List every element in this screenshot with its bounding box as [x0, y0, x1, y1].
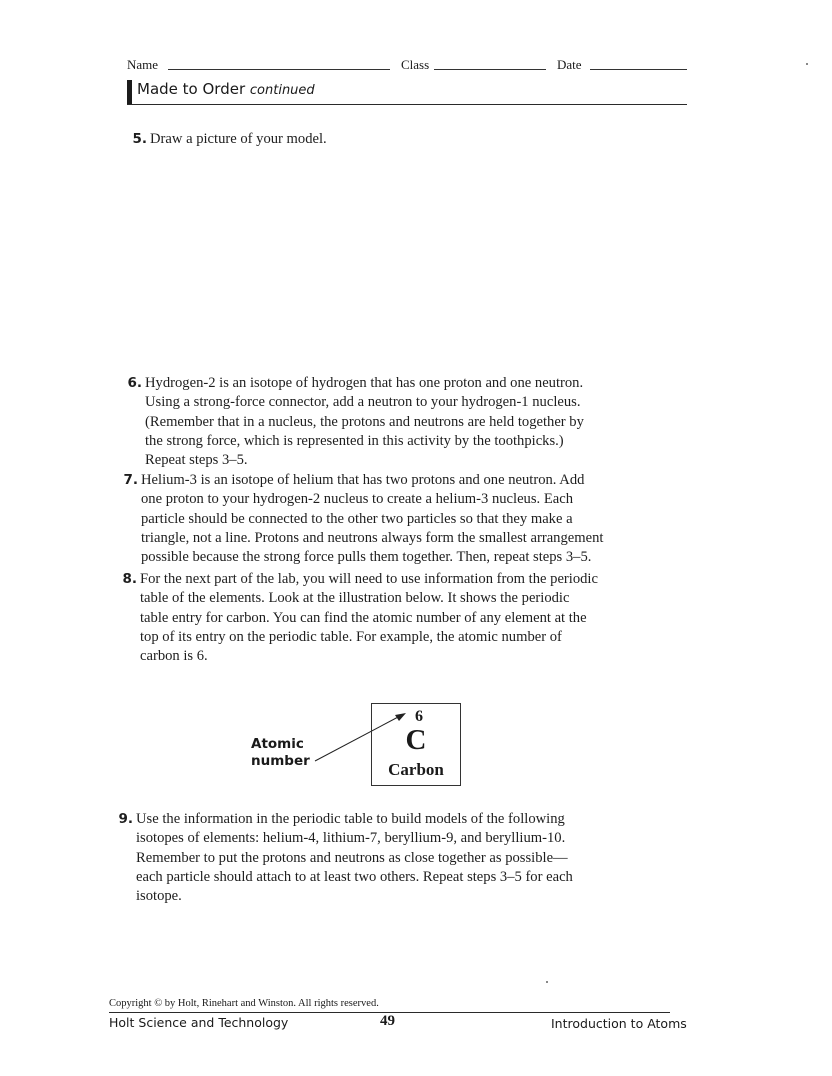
item-line: For the next part of the lab, you will need to use information from the periodic [140, 571, 598, 587]
item-line: one proton to your hydrogen-2 nucleus to create a helium-3 nucleus. Each [141, 491, 573, 508]
title-suffix: continued [249, 83, 315, 98]
chapter-title: Introduction to Atoms [551, 1016, 687, 1031]
item-line: top of its entry on the periodic table. For example, the atomic number of [140, 628, 562, 645]
item-line: Hydrogen-2 is an isotope of hydrogen that has one proton and one neutron. [145, 375, 584, 391]
label-line: Atomic [251, 736, 304, 752]
item-line: possible because the strong force pulls them together. Then, repeat steps 3–5. [141, 549, 592, 566]
item-6 [127, 374, 584, 470]
class-field[interactable] [434, 69, 546, 70]
scan-speck [546, 981, 548, 983]
element-name: Carbon [388, 760, 444, 779]
date-label: Date [557, 57, 582, 72]
item-line: (Remember that in a nucleus, the protons and neutrons are held together by [145, 413, 584, 430]
item-7 [123, 471, 604, 567]
item-line: carbon is 6. [140, 648, 208, 665]
date-field[interactable] [590, 69, 687, 70]
item-number: 5. [132, 131, 147, 147]
item-line: Remember to put the protons and neutrons as close together as possible— [136, 849, 568, 866]
copyright-text: Copyright © by Holt, Rinehart and Winston. All rights reserved. [109, 998, 379, 1009]
element-card [371, 703, 461, 786]
title-main: Made to Order [137, 80, 246, 98]
item-line: Using a strong-force connector, add a neutron to your hydrogen-1 nucleus. [145, 394, 581, 411]
title-marker [127, 80, 132, 104]
atomic-number: 6 [415, 708, 423, 725]
page-title [137, 80, 315, 98]
item-5 [132, 130, 327, 149]
book-title: Holt Science and Technology [109, 1015, 289, 1030]
item-line: table entry for carbon. You can find the atomic number of any element at the [140, 609, 587, 626]
item-line: table of the elements. Look at the illustration below. It shows the periodic [140, 590, 570, 607]
item-number: 6. [127, 375, 142, 391]
item-number: 8. [122, 571, 137, 587]
drawing-area[interactable] [127, 155, 687, 355]
page-number: 49 [380, 1013, 395, 1029]
title-rule [127, 104, 687, 105]
class-label: Class [401, 57, 430, 72]
item-line: particle should be connected to the other two particles so that they make a [141, 510, 573, 527]
item-9 [118, 810, 573, 906]
scan-speck [806, 63, 808, 65]
item-number: 7. [123, 472, 138, 488]
item-line: Repeat steps 3–5. [145, 452, 248, 469]
item-line: Helium-3 is an isotope of helium that has two protons and one neutron. Add [141, 472, 585, 488]
item-line: triangle, not a line. Protons and neutrons always form the smallest arrangement [141, 529, 604, 546]
item-number: 9. [118, 811, 133, 827]
name-label: Name [127, 57, 159, 72]
atomic-number-label [251, 736, 310, 770]
label-line: number [251, 753, 310, 769]
item-8 [122, 570, 598, 666]
item-text: Draw a picture of your model. [150, 131, 327, 147]
item-line: the strong force, which is represented in this activity by the toothpicks.) [145, 432, 564, 449]
item-line: Use the information in the periodic table to build models of the following [136, 811, 565, 827]
item-line: isotope. [136, 888, 182, 905]
element-symbol: C [405, 724, 427, 756]
item-line: isotopes of elements: helium-4, lithium-7, beryllium-9, and beryllium-10. [136, 830, 566, 847]
item-line: each particle should attach to at least two others. Repeat steps 3–5 for each [136, 868, 573, 885]
name-field[interactable] [168, 69, 390, 70]
